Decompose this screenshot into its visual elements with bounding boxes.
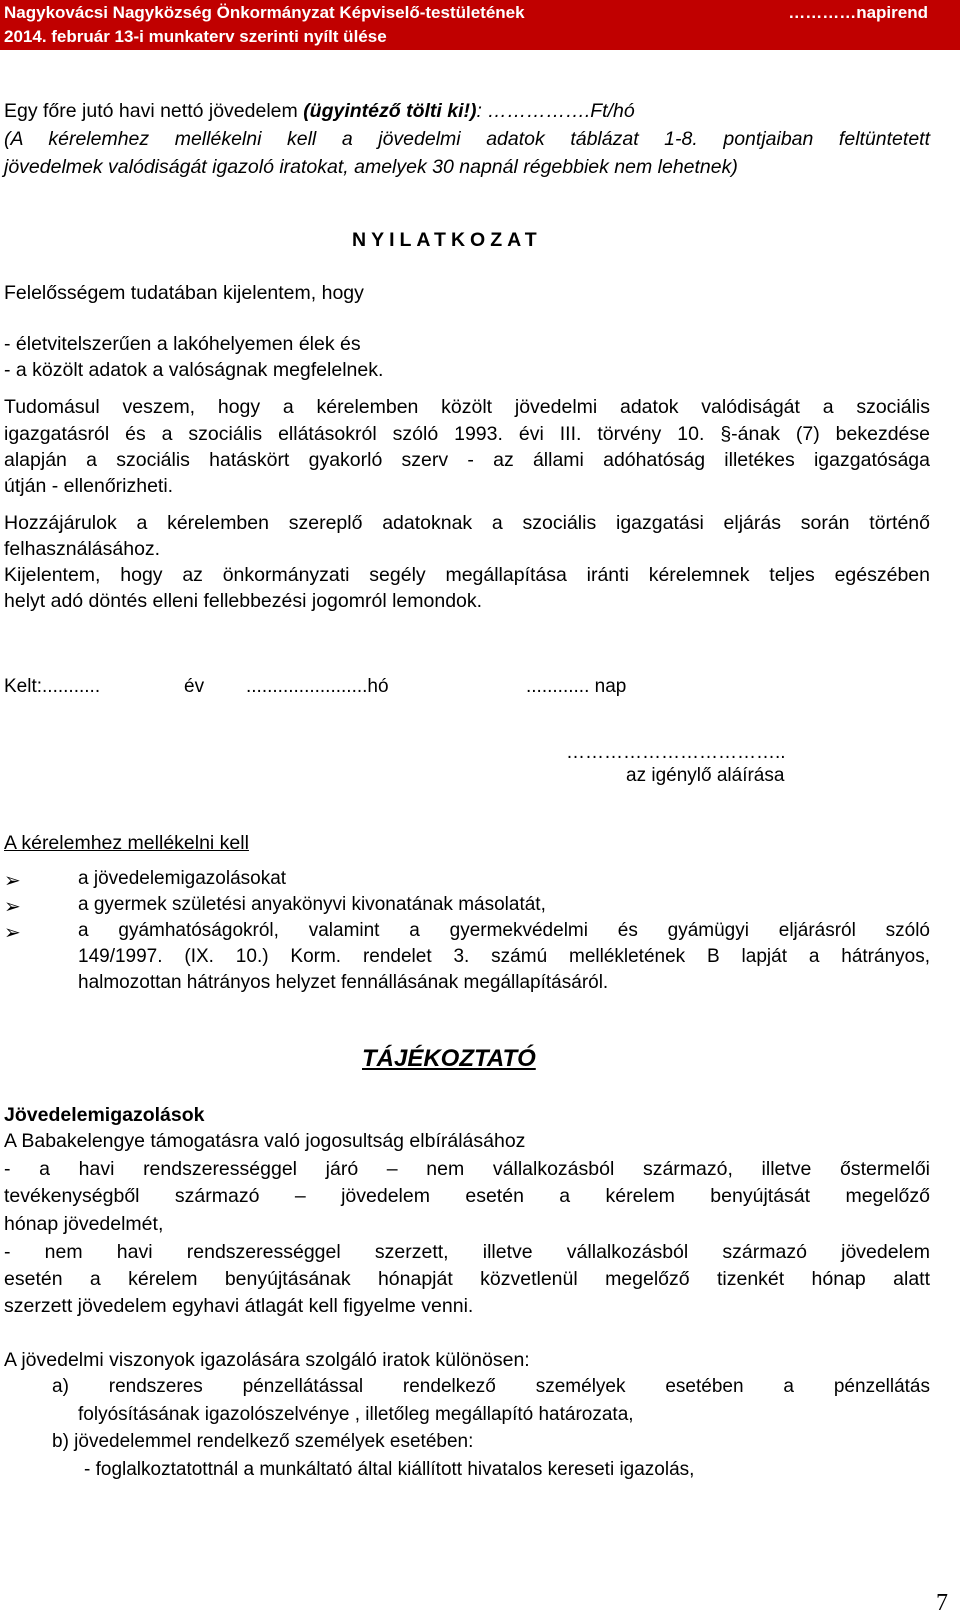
- attachment-item-1: a jövedelemigazolásokat: [78, 868, 287, 889]
- header-subtitle: 2014. február 13-i munkaterv szerinti nyílt ülése: [4, 27, 387, 46]
- income-line: [4, 98, 930, 125]
- declaration-para2-line2: felhasználásához.: [4, 538, 161, 560]
- date-ho-field: [246, 676, 389, 698]
- attachment-item-3-line3: halmozottan hátrányos helyzet fennállásának megállapításáról.: [78, 972, 609, 993]
- info-item-a-line1: a) rendszeres pénzellátással rendelkező személyek esetében a pénzellátás: [52, 1376, 930, 1397]
- kelt-dots: ...........: [42, 676, 101, 697]
- info-line-8: A jövedelmi viszonyok igazolására szolgáló iratok különösen:: [4, 1349, 530, 1371]
- info-item-b-line2: - foglalkoztatottnál a munkáltató által kiállított hivatalos kereseti igazolás,: [84, 1459, 695, 1480]
- income-instruction-1: (A kérelemhez mellékelni kell a jövedelmi adatok táblázat 1-8. pontjaiban feltüntetett: [4, 128, 930, 150]
- declaration-para1-line1: Tudomásul veszem, hogy a kérelemben közölt jövedelmi adatok valódiságát a szociális: [4, 396, 930, 418]
- header-napirend: …………napirend: [788, 3, 928, 22]
- bullet-arrow-icon: ➢: [4, 896, 21, 918]
- ho-dots: .......................: [246, 676, 368, 697]
- bullet-arrow-icon: ➢: [4, 922, 21, 944]
- nap-dots: ............: [526, 676, 590, 697]
- declaration-para2-line1: Hozzájárulok a kérelemben szereplő adatoknak a szociális igazgatási eljárás során történő: [4, 512, 930, 534]
- declaration-para1-line3: alapján a szociális hatáskört gyakorló szerv - az állami adóhatóság illetékes igazgatósága: [4, 449, 930, 471]
- kelt-label: Kelt:: [4, 676, 43, 697]
- date-nap-field: [526, 676, 626, 698]
- info-line-1: A Babakelengye támogatásra való jogosultság elbírálásához: [4, 1130, 526, 1152]
- income-label: Egy főre jutó havi nettó jövedelem: [4, 100, 304, 122]
- signature-label: az igénylő aláírása: [626, 765, 785, 786]
- info-line-4: hónap jövedelmét,: [4, 1213, 164, 1235]
- info-item-a-line2: folyósításának igazolószelvénye , illetőleg megállapító határozata,: [78, 1404, 634, 1425]
- document-header: [0, 0, 960, 50]
- declaration-title: NYILATKOZAT: [352, 229, 542, 251]
- income-instruction-2: jövedelmek valódiságát igazoló iratokat, amelyek 30 napnál régebbiek nem lehetnek): [4, 156, 738, 178]
- info-line-7: szerzett jövedelem egyhavi átlagát kell figyelme venni.: [4, 1295, 474, 1317]
- attachment-item-3-line1: a gyámhatóságokról, valamint a gyermekvédelmi és gyámügyi eljárásról szóló: [78, 920, 930, 941]
- date-ev-label: év: [184, 676, 205, 697]
- attachment-item-3-line2: 149/1997. (IX. 10.) Korm. rendelet 3. számú mellékletének B lapját a hátrányos,: [78, 946, 930, 967]
- info-title: TÁJÉKOZTATÓ: [362, 1045, 536, 1072]
- info-line-3: tevékenységből származó – jövedelem esetén a kérelem benyújtását megelőző: [4, 1185, 930, 1207]
- header-title: Nagykovácsi Nagyközség Önkormányzat Képviselő-testületének: [4, 3, 525, 22]
- ho-label: hó: [367, 676, 389, 697]
- declaration-item-2: - a közölt adatok a valóságnak megfelelnek.: [4, 359, 384, 381]
- info-subtitle: Jövedelemigazolások: [4, 1104, 205, 1126]
- declaration-para1-line2: igazgatásról és a szociális ellátásokról szóló 1993. évi III. törvény 10. §-ának (7) bekezdése: [4, 423, 930, 445]
- attachment-item-2: a gyermek születési anyakönyvi kivonatának másolatát,: [78, 894, 546, 915]
- info-line-2: - a havi rendszerességgel járó – nem vállalkozásból származó, illetve őstermelői: [4, 1158, 930, 1180]
- income-note: (ügyintéző tölti ki!): [303, 100, 477, 122]
- declaration-para1-line4: útján - ellenőrizheti.: [4, 475, 174, 497]
- declaration-para3-line1: Kijelentem, hogy az önkormányzati segély megállapítása iránti kérelemnek teljes egészében: [4, 564, 930, 586]
- attachments-title: A kérelemhez mellékelni kell: [4, 832, 249, 854]
- declaration-para3-line2: helyt adó döntés elleni fellebbezési jogomról lemondok.: [4, 590, 483, 612]
- declaration-intro: Felelősségem tudatában kijelentem, hogy: [4, 282, 364, 304]
- bullet-arrow-icon: ➢: [4, 870, 21, 892]
- info-line-5: - nem havi rendszerességgel szerzett, illetve vállalkozásból származó jövedelem: [4, 1241, 930, 1263]
- declaration-item-1: - életvitelszerűen a lakóhelyemen élek és: [4, 333, 361, 355]
- date-kelt-label: [4, 676, 100, 698]
- nap-label: nap: [594, 676, 627, 697]
- income-value: : …………….Ft/hó: [476, 100, 635, 122]
- info-line-6: esetén a kérelem benyújtásának hónapját közvetlenül megelőző tizenkét hónap alatt: [4, 1268, 930, 1290]
- signature-dots: ……………………………..: [566, 742, 786, 763]
- info-item-b-line1: b) jövedelemmel rendelkező személyek esetében:: [52, 1431, 474, 1452]
- page-number: 7: [936, 1590, 948, 1616]
